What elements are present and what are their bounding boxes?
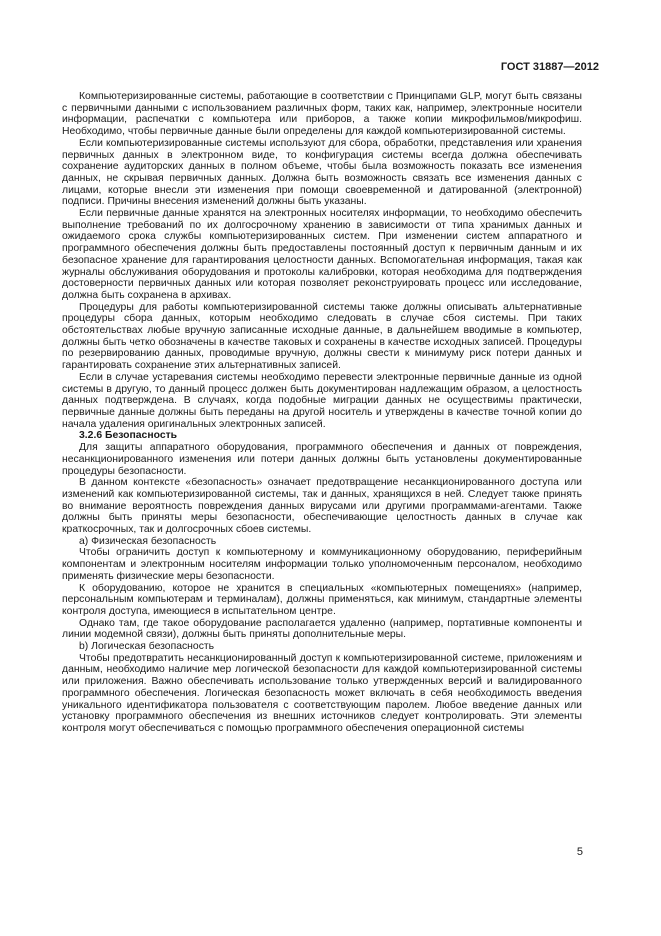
document-body [62,91,582,735]
section-heading: 3.2.6 Безопасность [79,430,178,442]
subsection-title-physical: а) Физическая безопасность [79,535,217,547]
paragraph: Если в случае устаревания системы необходимо перевести электронные первичные данные из одной системы в другую, то данный процесс должен быть документирован надлежащим образом, а целостность данных подтверждена. В случаях, когда подобные миграции данных не осуществимы практически, первичные данные должны быть переданы на другой носитель и утверждены в качестве точной копии до начала удаления оригинальных электронных записей. [62,371,582,430]
paragraph: Компьютеризированные системы, работающие в соответствии с Принципами GLP, могут быть связаны с первичными данными с использованием различных форм, таких как, например, электронные носители информации, распечатки с компьютера или приборов, а также копии микрофильмов/микрофиш. Необходимо, чтобы первичные данные были определены для каждой компьютеризированной системы. [62,91,582,138]
paragraph: В данном контексте «безопасность» означает предотвращение несанкционированного доступа или изменений как компьютеризированной системы, так и данных, хранящихся в ней. Следует также принять во внимание вероятность повреждения данных вирусами или другими программами-агентами. Также должны быть приняты меры безопасности, обеспечивающие целостность данных в случае как краткосрочных, так и долгосрочных сбоев системы. [62,477,582,536]
subsection-title-logical: b) Логическая безопасность [79,641,215,653]
paragraph: Если компьютеризированные системы используют для сбора, обработки, представления или хранения первичных данных в электронном виде, то конфигурация системы всегда должна обеспечивать сохранение аудиторских данных в полном объеме, чтобы была возможность показать все изменения данных, не скрывая первичных данных. Должна быть возможность связать все изменения данных с лицами, которые внесли эти изменения при помощи своевременной и датированной (электронной) подписи. Причины внесения изменений должны быть указаны. [62,137,582,208]
page-number: 5 [576,846,583,858]
paragraph: Если первичные данные хранятся на электронных носителях информации, то необходимо обеспечить выполнение требований по их долгосрочному хранению в зависимости от типа хранимых данных и ожидаемого срока службы компьютеризированных систем. При изменении систем аппаратного и программного обеспечения должны быть предоставлены постоянный доступ к первичным данным и их безопасное хранение для гарантирования целостности данных. Вспомогательная информация, такая как журналы обслуживания оборудования и протоколы калибровки, которая необходима для подтверждения достоверности первичных данных или которая позволяет реконструировать процесс или исследование, должна быть сохранена в архивах. [62,208,582,301]
paragraph: Для защиты аппаратного оборудования, программного обеспечения и данных от повреждения, несанкционированного изменения или потери данных должны быть установлены документированные процедуры безопасности. [62,442,582,477]
paragraph: Чтобы предотвратить несанкционированный доступ к компьютеризированной системе, приложениям и данным, необходимо наличие мер логической безопасности для каждой компьютеризированной системы или приложения. Важно обеспечивать использование только утвержденных версий и валидированного программного обеспечения. Логическая безопасность может включать в себя необходимость введения уникального идентификатора пользователя с соответствующим паролем. Любое введение данных или установку программного обеспечения из внешних источников следует контролировать. Эти элементы контроля могут обеспечиваться с помощью программного обеспечения операционной системы [62,652,582,734]
paragraph: Однако там, где такое оборудование располагается удаленно (например, портативные компоненты и линии модемной связи), должны быть приняты дополнительные меры. [62,617,582,641]
paragraph: Чтобы ограничить доступ к компьютерному и коммуникационному оборудованию, периферийным компонентам и электронным носителям информации только уполномоченным персоналом, необходимо применять физические меры безопасности. [62,547,582,582]
paragraph: К оборудованию, которое не хранится в специальных «компьютерных помещениях» (например, персональным компьютерам и терминалам), должны применяться, как минимум, стандартные элементы контроля доступа, имеющиеся в испытательном центре. [62,582,582,617]
standard-header: ГОСТ 31887—2012 [500,61,599,73]
paragraph: Процедуры для работы компьютеризированной системы также должны описывать альтернативные процедуры сбора данных, которым необходимо следовать в случае сбоя системы. При таких обстоятельствах любые вручную записанные исходные данные, в дальнейшем вводимые в компьютер, должны быть четко обозначены в качестве таковых и сохранены в качестве исходных записей. Процедуры по резервированию данных, проводимые вручную, должны свести к минимуму риск потери данных и гарантировать сохранение этих альтернативных записей. [62,301,582,372]
